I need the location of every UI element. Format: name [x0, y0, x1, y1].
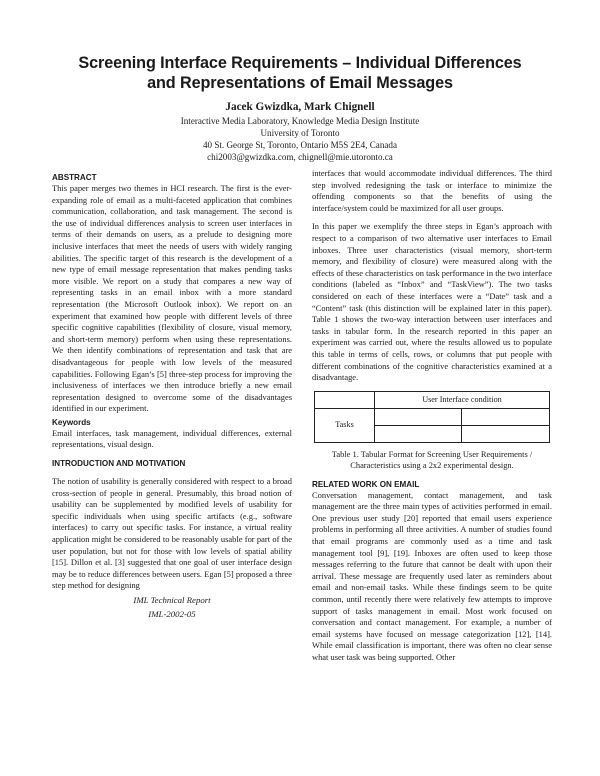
table-caption-line-2: Characteristics using a 2x2 experimental design. [350, 460, 514, 471]
table-cell [462, 408, 550, 425]
right-column [312, 168, 552, 664]
abstract-heading: ABSTRACT [52, 173, 97, 182]
intro-continuation: interfaces that would accommodate individual differences. The third step involved redesigning the task or interface to minimize the offending components so that the benefits of using the interface/system could be maximized for all user groups. [312, 168, 552, 213]
keywords-heading: Keywords [52, 417, 91, 427]
related-work-text: Conversation management, contact management, and task management are the three main types of activities performed in email. One previous user study [20] reported that email users experience problems in performing all three activities. A number of studies found that email programs are commonly used as a time and task management tool [9], [19]. Inboxes are often used to keep those messages referring to the future that cannot be dealt with upon their arrival. These message are frequently used later as reminders about email and non-email tasks. While these findings seem to be quite common, until recently there were relatively few attempts to improve support of tasks management in email. Most work focused on conversation and contact management. For example, a number of email systems have focused on message categorization [12], [14]. While email classification is important, there was often no clear sense what user task was being supported. Other [312, 489, 552, 662]
title-line-2: and Representations of Email Messages [147, 74, 453, 92]
table-cell [375, 408, 462, 425]
affiliation-lab: Interactive Media Laboratory, Knowledge Media Design Institute [180, 116, 420, 126]
author-list: Jacek Gwizdka, Mark Chignell [225, 101, 375, 113]
affiliation-address: 40 St. George St, Toronto, Ontario M5S 2E4, Canada [202, 139, 398, 150]
affiliation-block [40, 116, 560, 164]
table-caption-line-1: Table 1. Tabular Format for Screening User Requirements / [331, 448, 533, 459]
affiliation-university: University of Toronto [260, 127, 340, 138]
keywords-text: Email interfaces, task management, individual differences, external representations, visual design. [52, 427, 292, 450]
table-corner-cell [315, 391, 375, 408]
related-work-heading: RELATED WORK ON EMAIL [312, 479, 420, 489]
table-1 [314, 391, 550, 443]
report-number: IML-2002-05 [148, 609, 196, 619]
left-column [52, 172, 292, 592]
paper-title [40, 53, 560, 93]
report-label: IML Technical Report [133, 595, 211, 605]
intro-text: The notion of usability is generally considered with respect to a broad cross-section of people in general. Presumably, this broad notion of usability can be supplemented by modified levels of usability for specific individuals when using specific artifacts (e.g., software interfaces) to carry out specific tasks. For instance, a virtual reality application might be considered to be reasonably usable for part of the user population, but not for those with low levels of spatial ability [15]. Dillon et al. [3] suggested that one goal of user interface design may be to reduce differences between users. Egan [5] proposed a three step method for designing [52, 476, 292, 591]
intro-paragraph-2: In this paper we exemplify the three steps in Egan’s approach with respect to a comparison of two alternative user interfaces to Email inboxes. Three user characteristics (visual memory, short-term memory, and flexibility of closure) were measured along with the effects of these characteristics on task performance in the two interface conditions (labeled as “Inbox” and “TaskView”). The two tasks considered on each of these interfaces were a “Date” task and a “Content” task (this distinction will be explained later in this paper). Table 1 shows the two-way interaction between user interfaces and tasks in tabular form. In the research reported in this paper an experiment was carried out, where the results allowed us to populate this table in terms of cells, rows, or columns that put people with different combinations of the cognitive characteristics examined at a disadvantage. [312, 221, 552, 383]
affiliation-emails: chi2003@gwizdka.com, chignell@mie.utoronto.ca [207, 151, 393, 162]
title-line-1: Screening Interface Requirements – Individual Differences [78, 54, 522, 72]
table-header-cell: User Interface condition [375, 391, 550, 408]
table-caption [312, 449, 552, 472]
table-cell [375, 425, 462, 442]
table-row-label: Tasks [315, 408, 375, 442]
intro-heading: INTRODUCTION AND MOTIVATION [52, 459, 186, 469]
abstract-text: This paper merges two themes in HCI research. The first is the ever-expanding role of email as a multi-faceted application that combines communication, collaboration, and task management. The second is the use of individual differences analysis to screen user interfaces in terms of their demands on users, as a prelude to designing more inclusive interfaces that meet the needs of users with widely ranging abilities. The specific target of this research is the development of a new type of email message representation that makes pending tasks more visible. We report on a study that compares a new way of representing tasks in an email inbox with a more standard representation (the Microsoft Outlook inbox). We report on an experiment that examined how people with different levels of three specific cognitive capabilities (flexibility of closure, visual memory, and short-term memory) perform when using these representations. We then identify combinations of representation and task that are disadvantageous for people with low levels of the measured capabilities. Following Egan’s [5] three-step process for improving the inclusiveness of interfaces we then introduce briefly a new email representation designed to overcome some of the disadvantages identified in our experiment. [52, 183, 292, 414]
table-cell [462, 425, 550, 442]
